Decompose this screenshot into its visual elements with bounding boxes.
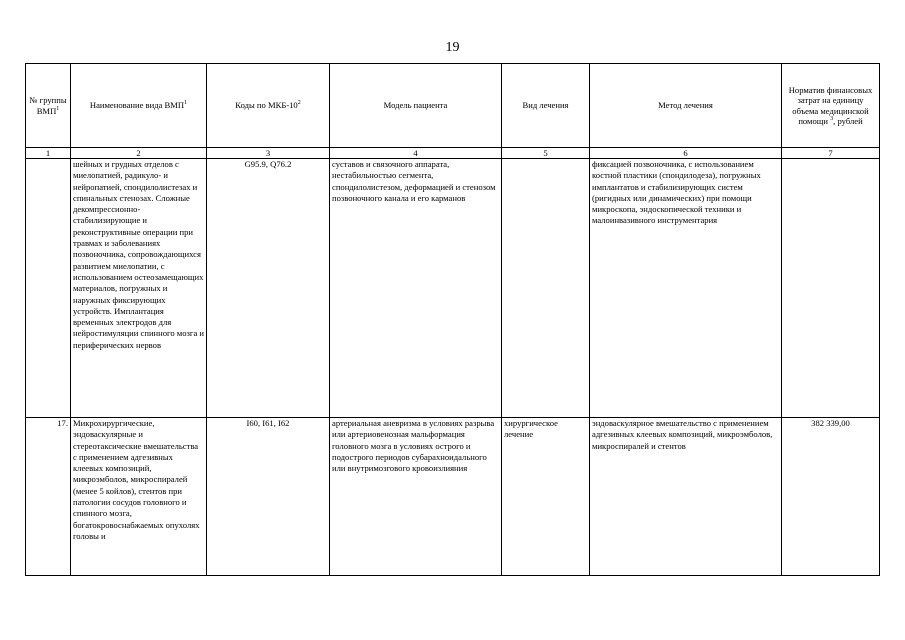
column-number: 7: [782, 148, 880, 159]
header-row: [26, 64, 880, 148]
cost-cell: [782, 159, 880, 418]
icd-codes-cell: I60, I61, I62: [207, 418, 330, 576]
icd-codes-cell: G95.9, Q76.2: [207, 159, 330, 418]
column-number-row: [26, 148, 880, 159]
page-number: 19: [445, 40, 460, 55]
header-treatment-method: Метод лечения: [590, 64, 782, 148]
header-patient-model: Модель пациента: [330, 64, 502, 148]
column-number: 1: [26, 148, 71, 159]
treatment-method-cell: эндоваскулярное вмешательство с применением адгезивных клеевых композиций, микроэмболов, микроспиралей и стентов: [590, 418, 782, 576]
vmp-table: [25, 63, 880, 576]
patient-model-cell: артериальная аневризма в условиях разрыва или артериовенозная мальформация головного мозга в условиях острого и подострого периодов субарахноидального или внутримозгового кровоизлияния: [330, 418, 502, 576]
treatment-type-cell: хирургическое лечение: [502, 418, 590, 576]
group-number-cell: 17.: [26, 418, 71, 576]
treatment-method-cell: фиксацией позвоночника, с использованием костной пластики (спондилодеза), погружных имплантатов и стабилизирующих систем (ригидных или динамических) при помощи микроскопа, эндоскопической техники и малоинвазивного инструментария: [590, 159, 782, 418]
column-number: 2: [71, 148, 207, 159]
column-number: 5: [502, 148, 590, 159]
column-number: 3: [207, 148, 330, 159]
header-cost-norm: Норматив финансовых затрат на единицу объема медицинской помощи $^3$, рублей: [782, 64, 880, 148]
column-number: 6: [590, 148, 782, 159]
table-row: [26, 159, 880, 418]
treatment-type-cell: [502, 159, 590, 418]
header-treatment-type: Вид лечения: [502, 64, 590, 148]
group-number-cell: [26, 159, 71, 418]
table-row: [26, 418, 880, 576]
patient-model-cell: суставов и связочного аппарата, нестабильностью сегмента, спондилолистезом, деформацией и стенозом позвоночного канала и его карманов: [330, 159, 502, 418]
column-number: 4: [330, 148, 502, 159]
header-icd-codes: Коды по МКБ-$10^2$: [207, 64, 330, 148]
header-group-number: № группы ВМП$^1$: [26, 64, 71, 148]
vmp-name-cell: шейных и грудных отделов с миелопатией, радикуло- и нейропатией, спондилолистезах и спинальных стенозах. Сложные декомпрессионно-стабилизирующие и реконструктивные операции при травмах и заболеваниях позвоночника, сопровождающихся развитием миелопатии, с использованием остеозамещающих материалов, погружных и наружных фиксирующих устройств. Имплантация временных электродов для нейростимуляции спинного мозга и периферических нервов: [71, 159, 207, 418]
vmp-name-cell: Микрохирургические, эндоваскулярные и стереотаксические вмешательства с применением адгезивных клеевых композиций, микроэмболов, микроспиралей (менее 5 койлов), стентов при патологии сосудов головного и спинного мозга, богатокровоснабжаемых опухолях головы и: [71, 418, 207, 576]
header-vmp-name: Наименование вида ВМП$^1$: [71, 64, 207, 148]
cost-cell: 382 339,00: [782, 418, 880, 576]
